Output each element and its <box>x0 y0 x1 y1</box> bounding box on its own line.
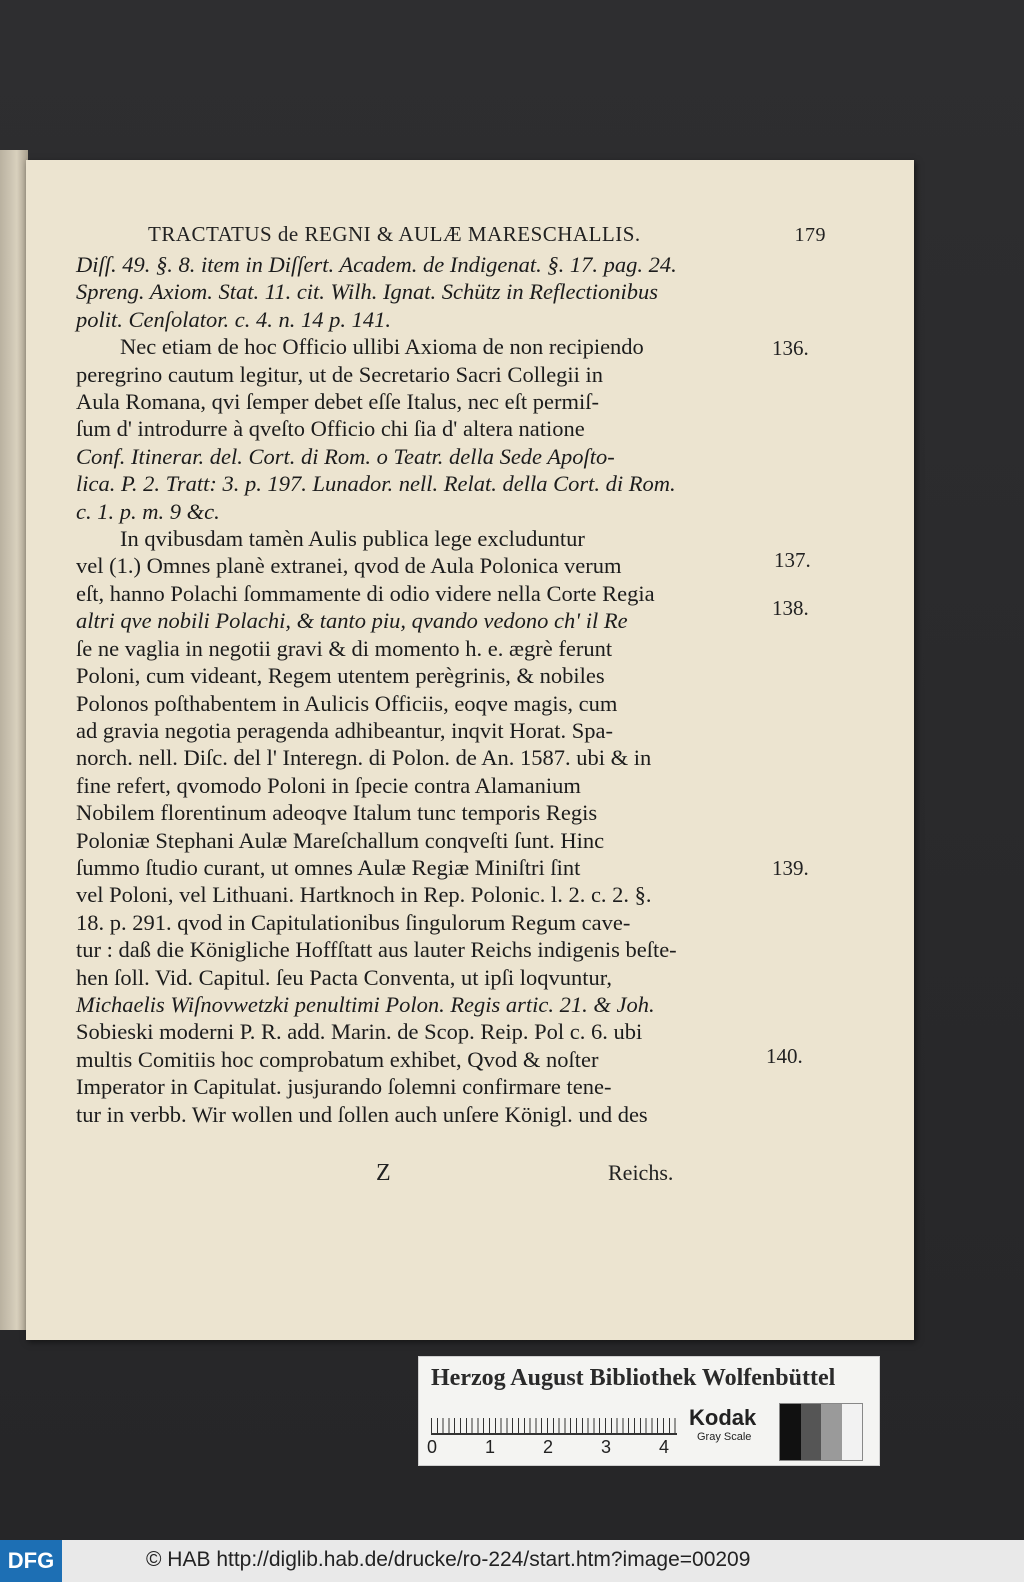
header-title: TRACTATUS de REGNI & AULÆ MARESCHALLIS. <box>148 222 641 246</box>
page-number: 179 <box>794 224 826 246</box>
signature-mark: Z <box>376 1160 391 1186</box>
text-line: 18. p. 291. qvod in Capitulationibus ſingulorum Regum cave- <box>76 909 631 935</box>
text-line: peregrino cautum legitur, ut de Secretario Sacri Collegii in <box>76 361 604 387</box>
text-line: Nec etiam de hoc Officio ullibi Axioma de non recipiendo <box>120 334 644 360</box>
book-page <box>26 160 914 1340</box>
ruler-icon <box>431 1407 677 1435</box>
margin-note: 140. <box>766 1044 803 1068</box>
kodak-logo: Kodak <box>689 1405 757 1430</box>
text-line: ſum d' introdurre à qveſto Officio chi ſia d' altera natione <box>76 416 585 442</box>
text-line: polit. Cenſolator. c. 4. n. 14 p. 141. <box>76 306 391 332</box>
ruler-label: 3 <box>601 1437 612 1457</box>
text-line: lica. P. 2. Tratt: 3. p. 197. Lunador. nell. Relat. della Cort. di Rom. <box>76 471 676 497</box>
text-line: vel (1.) Omnes planè extranei, qvod de Aula Polonica verum <box>76 553 622 579</box>
text-line: ſe ne vaglia in negotii gravi & di momento h. e. ægrè ferunt <box>76 635 613 661</box>
page-content <box>76 222 826 1128</box>
margin-note: 139. <box>772 856 809 880</box>
text-line: vel Poloni, vel Lithuani. Hartknoch in Rep. Polonic. l. 2. c. 2. §. <box>76 882 652 908</box>
text-line: altri qve nobili Polachi, & tanto piu, qvando vedono ch' il Re <box>76 608 628 634</box>
kodak-subtitle: Gray Scale <box>697 1431 752 1443</box>
margin-note: 136. <box>772 336 809 360</box>
text-line: Sobieski moderni P. R. add. Marin. de Scop. Reip. Pol c. 6. ubi <box>76 1019 643 1045</box>
ruler-label: 4 <box>659 1437 670 1457</box>
text-line: c. 1. p. m. 9 &c. <box>76 498 220 524</box>
text-line: fine refert, qvomodo Poloni in ſpecie contra Alamanium <box>76 772 581 798</box>
text-line: Diſſ. 49. §. 8. item in Diſſert. Academ. de Indigenat. §. 17. pag. 24. <box>76 252 677 277</box>
gray-patch <box>842 1404 863 1460</box>
footer-credit: © HAB http://diglib.hab.de/drucke/ro-224/start.htm?image=00209 <box>146 1548 751 1571</box>
gray-patch <box>801 1404 822 1460</box>
margin-note: 137. <box>774 548 811 572</box>
running-header <box>76 222 826 247</box>
catchword: Reichs. <box>608 1160 674 1185</box>
text-line: Nobilem florentinum adeoqve Italum tunc temporis Regis <box>76 800 598 826</box>
text-line: Aula Romana, qvi ſemper debet eſſe Italus, nec eſt permiſ- <box>76 389 599 415</box>
dfg-logo: DFG <box>0 1540 62 1582</box>
margin-note: 138. <box>772 596 809 620</box>
ruler-label: 1 <box>485 1437 496 1457</box>
text-line: hen ſoll. Vid. Capitul. ſeu Pacta Conventa, ut ipſi loqvuntur, <box>76 964 613 990</box>
text-line: Spreng. Axiom. Stat. 11. cit. Wilh. Ignat. Schütz in Reflectionibus <box>76 279 659 305</box>
gray-scale-patches <box>779 1403 863 1461</box>
gray-patch <box>780 1404 801 1460</box>
text-line: In qvibusdam tamèn Aulis publica lege excluduntur <box>120 526 585 552</box>
text-line: tur in verbb. Wir wollen und ſollen auch unſere Königl. und des <box>76 1101 648 1127</box>
text-line: ad gravia negotia peragenda adhibeantur, inqvit Horat. Spa- <box>76 717 614 743</box>
text-line: norch. nell. Diſc. del l' Interegn. di Polon. de An. 1587. ubi & in <box>76 745 652 771</box>
body-text <box>76 251 816 1128</box>
ruler-label: 0 <box>427 1437 438 1457</box>
left-page-edge <box>0 150 28 1330</box>
gray-patch <box>821 1404 842 1460</box>
footer-bar <box>0 1540 1024 1582</box>
text-line: Poloniæ Stephani Aulæ Mareſchallum conqveſti ſunt. Hinc <box>76 827 605 853</box>
text-line: Imperator in Capitulat. jusjurando ſolemni confirmare tene- <box>76 1074 612 1100</box>
target-title: Herzog August Bibliothek Wolfenbüttel <box>431 1365 836 1391</box>
text-line: Polonos poſthabentem in Aulicis Officiis, eoqve magis, cum <box>76 690 618 716</box>
text-line: ſummo ſtudio curant, ut omnes Aulæ Regiæ Miniſtri ſint <box>76 854 581 880</box>
colour-target <box>418 1356 880 1466</box>
text-line: Conf. Itinerar. del. Cort. di Rom. o Teatr. della Sede Apoſto- <box>76 443 615 469</box>
text-line: Michaelis Wiſnovwetzki penultimi Polon. Regis artic. 21. & Joh. <box>76 991 655 1017</box>
ruler-label: 2 <box>543 1437 554 1457</box>
text-line: eſt, hanno Polachi ſommamente di odio videre nella Corte Regia <box>76 580 655 606</box>
text-line: tur : daß die Königliche Hoffſtatt aus lauter Reichs indigenis beſte- <box>76 937 677 963</box>
text-line: Poloni, cum videant, Regem utentem perègrinis, & nobiles <box>76 663 605 689</box>
text-line: multis Comitiis hoc comprobatum exhibet, Qvod & noſter <box>76 1046 599 1072</box>
